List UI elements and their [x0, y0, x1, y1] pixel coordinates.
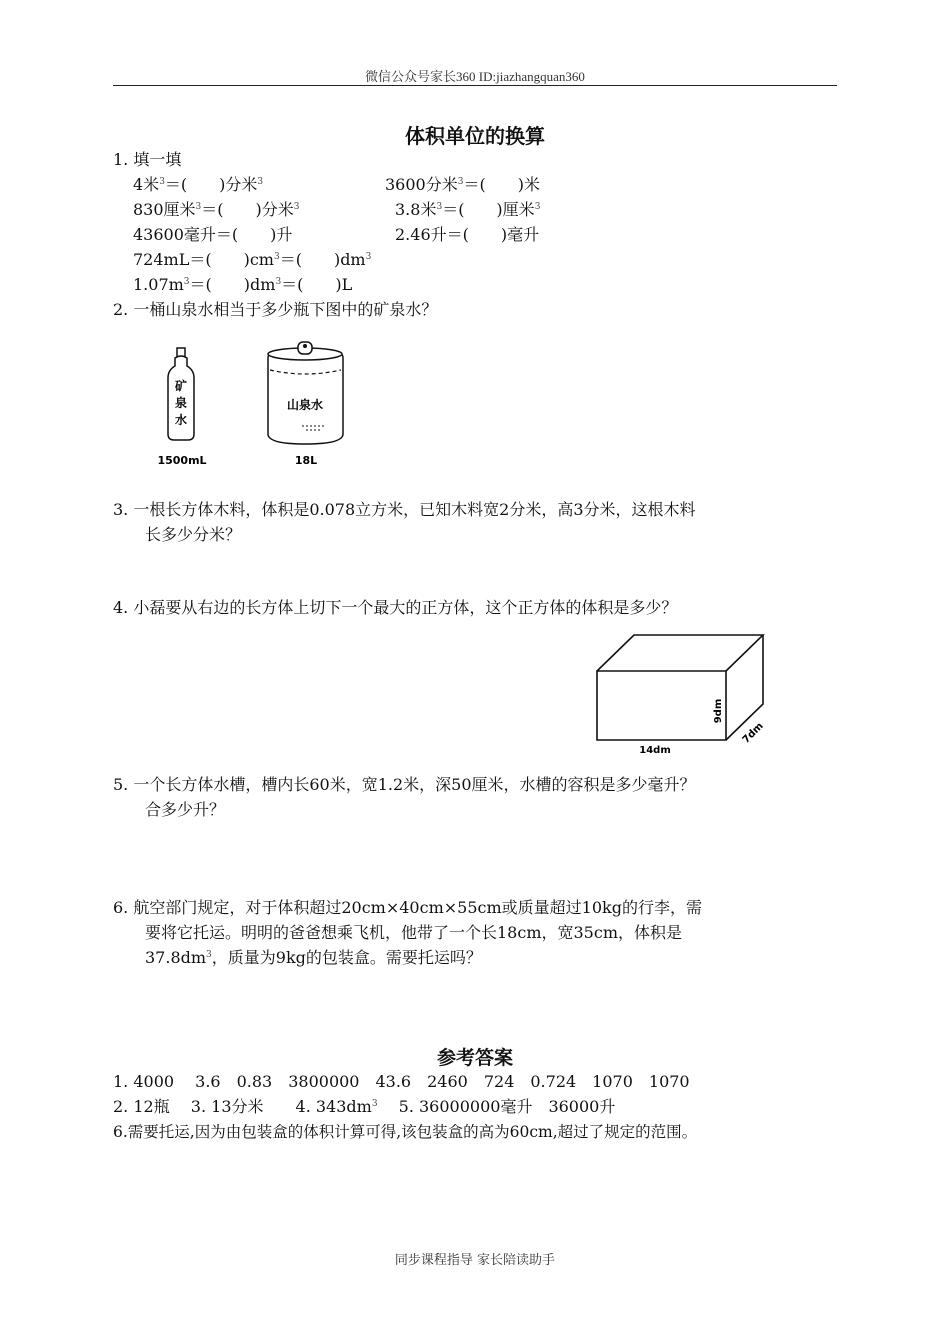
water-barrel-icon	[268, 342, 343, 444]
q2-text: 2. 一桶山泉水相当于多少瓶下图中的矿泉水？	[113, 300, 438, 319]
cuboid-width-label: 7dm	[740, 720, 766, 746]
q1-label: 1. 填一填	[113, 150, 182, 169]
q1-row1-a: 4米$^3$＝( )分米$^3$	[133, 175, 264, 194]
q1-row3-b: 2.46升＝( )毫升	[395, 225, 540, 244]
cuboid-length-label: 14dm	[639, 745, 671, 756]
q1-row4: 724mL＝( )$cm^3=$( )$dm^3$	[133, 250, 372, 269]
cuboid-figure	[585, 625, 775, 760]
q1-row2-b: 3.8米$^3$＝( )厘米$^3$	[395, 200, 541, 219]
cuboid-height-label: 9dm	[713, 698, 724, 724]
page-footer: 同步课程指导 家长陪读助手	[394, 1253, 556, 1268]
q1-row3-a: 43600毫升＝( )升	[133, 225, 293, 244]
q3-line1: 3. 一根长方体木料，体积是0.078立方米，已知木料宽2分米，高3分米，这根木料	[113, 500, 696, 519]
q6-line3: $37.8dm^3$，质量为9kg的包装盒。需要托运吗？	[145, 948, 482, 967]
q4-text: 4. 小磊要从右边的长方体上切下一个最大的正方体，这个正方体的体积是多少？	[113, 598, 678, 617]
q3-line2: 长多少分米？	[145, 525, 242, 544]
page-title: 体积单位的换算	[405, 124, 545, 148]
barrel-volume: 18L	[294, 454, 318, 467]
cuboid-shape	[597, 635, 763, 740]
answers-line2: 2. 12瓶 3. 13分米 4. $343dm^3$ 5. 36000000毫升 36000升	[113, 1097, 616, 1116]
barrel-label: 山泉水	[286, 398, 324, 412]
q2-figure	[150, 330, 350, 475]
q1-row1-b: 3600分米$^3$＝( )米	[385, 175, 540, 194]
bottle-label-2: 泉	[174, 396, 188, 410]
q6-line2: 要将它托运。明明的爸爸想乘飞机，他带了一个长18cm，宽35cm，体积是	[145, 923, 682, 942]
bottle-label-1: 矿	[174, 379, 188, 393]
page-header: 微信公众号家长360 ID:jiazhangquan360	[365, 69, 585, 84]
answers-line1: 1. 4000 3.6 0.83 3800000 43.6 2460 724 0.724 1070 1070	[113, 1072, 690, 1091]
q5-line2: 合多少升？	[145, 800, 226, 819]
q6-line1: 6. 航空部门规定，对于体积超过20cm×40cm×55cm或质量超过10kg的行李，需	[113, 898, 702, 917]
q1-row5: $1.07m^3=$( )$dm^3=$( )L	[133, 275, 353, 294]
q5-line1: 5. 一个长方体水槽，槽内长60米，宽1.2米，深50厘米，水槽的容积是多少毫升？	[113, 775, 696, 794]
q1-row2-a: 830厘米$^3$＝( )分米$^3$	[133, 200, 300, 219]
answers-line3: 6.需要托运,因为由包装盒的体积计算可得,该包装盒的高为60cm,超过了规定的范围。	[113, 1123, 698, 1141]
bottle-label-3: 水	[174, 413, 188, 427]
bottle-volume: 1500mL	[157, 454, 207, 467]
header-divider	[113, 85, 837, 86]
answers-title: 参考答案	[436, 1047, 513, 1069]
